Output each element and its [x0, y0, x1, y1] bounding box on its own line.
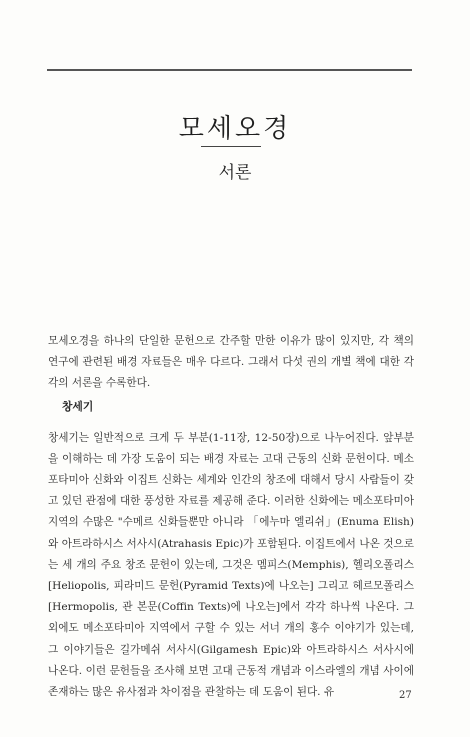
page-number: 27	[399, 690, 412, 701]
section-heading: 창세기	[62, 400, 94, 413]
intro-paragraph: 모세오경을 하나의 단일한 문헌으로 간주할 만한 이유가 많이 있지만, 각 책의 연구에 관련된 배경 자료들은 매우 다르다. 그래서 다섯 권의 개별 책에 대한 각각의 서론을 수록한다.	[48, 334, 414, 389]
page-subtitle: 서론	[218, 163, 252, 183]
section-body-paragraph: 창세기는 일반적으로 크게 두 부분(1-11장, 12-50장)으로 나누어진다. 앞부분을 이해하는 데 가장 도움이 되는 배경 자료는 고대 근동의 신화 문헌이다. 메소포타미아 신화와 이집트 신화는 세계와 인간의 창조에 대해서 당시 사람들이 갖고 있던 관점에 대한 풍성한 자료를 제공해 준다. 이러한 신화에는 메소포타미아 지역의 수많은 "수메르 신화들뿐만 아니라 「에누마 엘리쉬」(Enuma Elish)와 아트라하시스 서사시(Atrahasis Epic)가 포함된다. 이집트에서 나온 것으로는 세 개의 주요 창조 문헌이 있는데, 그것은 멤피스(Memphis), 헬리오폴리스[Heliopolis, 피라미드 문헌(Pyramid Texts)에 나오는] 그리고 헤르모폴리스[Hermopolis, 관 본문(Coffin Texts)에 나오는]에서 각각 하나씩 나온다. 그 외에도 메소포타미아 지역에서 구할 수 있는 서너 개의 홍수 이야기가 있는데, 그 이야기들은 길가메쉬 서사시(Gilgamesh Epic)와 아트라하시스 서사시에 나온다. 이런 문헌들을 조사해 보면 고대 근동적 개념과 이스라엘의 개념 사이에 존재하는 많은 유사점과 차이점을 관찰하는 데 도움이 된다. 유	[48, 431, 414, 699]
title-underline	[201, 146, 261, 147]
page-title: 모세오경	[178, 114, 292, 144]
top-rule	[47, 69, 412, 71]
